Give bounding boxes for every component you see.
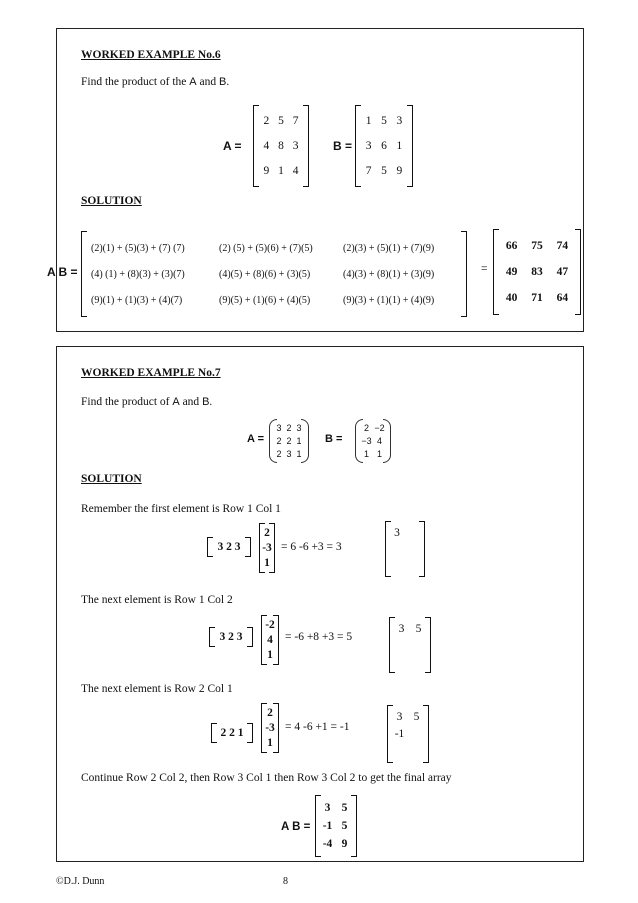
column-vector-entries	[261, 705, 279, 751]
matrix-entry: 8	[278, 139, 284, 152]
matrix-entry: 9	[341, 838, 348, 850]
matrix-entry: 47	[556, 266, 569, 278]
step3-row-vector	[211, 723, 253, 743]
vector-entry: 4	[267, 633, 273, 646]
row-vector-text: 3 2 3	[217, 541, 241, 553]
product-term: (9)(1) + (1)(3) + (4)(7)	[91, 294, 183, 306]
example7-matrix-a	[269, 419, 309, 463]
example7-prompt-and: and	[179, 396, 203, 408]
matrix-entry: 4	[292, 164, 299, 177]
example6-var-b: B	[218, 76, 227, 88]
row-vector-entries	[215, 723, 249, 743]
matrix-entry: 49	[505, 266, 518, 278]
vector-entry: -3	[262, 541, 272, 554]
partial-entries	[391, 709, 425, 759]
matrix-entry: 2	[276, 435, 282, 446]
example6-matrix-a	[253, 105, 309, 187]
example7-solution-heading: SOLUTION	[81, 473, 142, 485]
matrix-entry: 3	[398, 623, 405, 635]
matrix-a-entries	[259, 109, 303, 183]
example7-prompt-end: .	[209, 396, 213, 408]
product-term: (2) (5) + (5)(6) + (7)(5)	[219, 242, 313, 254]
example6-var-a: A	[189, 76, 197, 88]
worked-example-6-panel	[47, 28, 584, 332]
matrix-entry: -1	[322, 820, 333, 832]
final-result-matrix	[315, 795, 357, 857]
product-term: (4)(3) + (8)(1) + (3)(9)	[343, 268, 435, 280]
example6-prompt-and: and	[196, 76, 219, 88]
matrix-entry: 83	[531, 266, 543, 278]
product-term: (9)(5) + (1)(6) + (4)(5)	[219, 294, 311, 306]
product-term: (9)(3) + (1)(1) + (4)(9)	[343, 294, 435, 306]
matrix-entry: 2	[263, 115, 270, 128]
step1-text: Remember the first element is Row 1 Col 1	[81, 503, 281, 515]
matrix-entry: 1	[296, 449, 302, 460]
matrix-entry: 5	[341, 820, 348, 832]
example6-matrix-a-label: A =	[223, 139, 242, 153]
right-bracket	[407, 105, 413, 187]
worked-example-7-panel	[56, 346, 584, 862]
step2-row-vector	[209, 627, 253, 647]
step1-row-vector	[207, 537, 251, 557]
product-terms	[91, 235, 459, 313]
step1-partial-result	[385, 521, 425, 577]
row-vector-entries	[213, 627, 249, 647]
matrix-entry: 3	[365, 139, 372, 152]
vector-entry: -2	[265, 618, 275, 631]
matrix-entry: −3	[361, 435, 372, 446]
vector-entry: 1	[267, 649, 273, 662]
matrix-entry: 1	[396, 139, 403, 152]
matrix-entry: 1	[363, 449, 369, 460]
matrix-entry: 3	[396, 711, 403, 724]
partial-entries	[389, 525, 421, 573]
matrix-entry: 3	[394, 527, 400, 539]
page-number: 8	[283, 876, 288, 887]
step3-text: The next element is Row 2 Col 1	[81, 683, 233, 695]
matrix-entry: 1	[376, 449, 382, 460]
matrix-entry: 3	[296, 422, 302, 433]
matrix-entry: 3	[276, 422, 282, 433]
example6-prompt	[81, 76, 229, 88]
matrix-entry: 40	[505, 292, 518, 304]
right-bracket	[303, 105, 309, 187]
matrix-entry: 1	[296, 435, 302, 446]
matrix-entry: -1	[394, 727, 405, 740]
product-term: (2)(3) + (5)(1) + (7)(9)	[343, 242, 435, 254]
example7-var-b: B	[202, 396, 210, 408]
matrix-entry: 4	[263, 139, 270, 152]
final-label: A B =	[281, 821, 311, 833]
matrix-entry: 75	[531, 240, 543, 252]
product-term: (4) (1) + (8)(3) + (3)(7)	[91, 268, 185, 280]
step2-calculation: = -6 +8 +3 = 5	[285, 631, 353, 643]
matrix-entry: 9	[396, 164, 403, 177]
example6-prompt-text: Find the product of the	[81, 76, 190, 88]
matrix-entry: 2	[276, 449, 282, 460]
matrix-entry: 7	[365, 164, 372, 177]
product-term: (4)(5) + (8)(6) + (3)(5)	[219, 268, 311, 280]
right-bracket	[575, 229, 581, 315]
example6-prompt-end: .	[226, 76, 230, 88]
matrix-entry: 64	[556, 292, 569, 304]
example7-matrix-b	[355, 419, 391, 463]
matrix-entry: 5	[381, 115, 387, 128]
matrix-entry: 5	[381, 164, 387, 177]
matrix-entry: 1	[365, 115, 372, 128]
step2-column-vector	[261, 615, 279, 665]
vector-entry: 1	[267, 737, 273, 750]
final-entries	[319, 799, 353, 853]
example6-heading: WORKED EXAMPLE No.6	[81, 49, 221, 61]
step3-column-vector	[261, 703, 279, 753]
matrix-entry: 74	[556, 240, 569, 252]
matrix-entry: 71	[531, 292, 543, 304]
matrix-entry: −2	[374, 422, 385, 433]
example7-matrix-b-label: B =	[325, 433, 343, 445]
example7-heading: WORKED EXAMPLE No.7	[81, 367, 221, 379]
row-vector-text: 3 2 3	[219, 631, 243, 643]
matrix-b-entries	[361, 109, 407, 183]
matrix-entry: 2	[286, 422, 292, 433]
matrix-entry: 2	[286, 435, 292, 446]
matrix-entry: 3	[286, 449, 292, 460]
left-bracket	[81, 231, 87, 317]
row-vector-entries	[211, 537, 247, 557]
matrix-entry: 5	[415, 623, 422, 635]
example6-result-matrix	[493, 229, 581, 315]
matrix-entry: 66	[505, 240, 518, 252]
matrix-entry: 3	[396, 115, 403, 128]
column-vector-entries	[259, 525, 275, 571]
partial-entries	[393, 621, 427, 669]
step1-calculation: = 6 -6 +3 = 3	[281, 541, 342, 553]
matrix-entry: 7	[292, 115, 299, 128]
matrix-entry: 6	[381, 139, 387, 152]
step2-text: The next element is Row 1 Col 2	[81, 594, 233, 606]
example6-matrix-b	[355, 105, 413, 187]
matrix-entry: 3	[324, 802, 331, 814]
matrix-entry: 9	[263, 164, 270, 177]
example6-matrix-b-label: B =	[333, 139, 353, 153]
vector-entry: 2	[267, 706, 273, 719]
matrix-b-entries	[360, 421, 386, 461]
step2-partial-result	[389, 617, 431, 673]
matrix-entry: 2	[363, 422, 369, 433]
step1-column-vector	[259, 523, 275, 573]
vector-entry: -3	[265, 721, 275, 734]
result-entries	[499, 233, 575, 311]
footer-author: ©D.J. Dunn	[56, 876, 105, 887]
example7-prompt-text: Find the product of	[81, 396, 173, 408]
continue-text: Continue Row 2 Col 2, then Row 3 Col 1 then Row 3 Col 2 to get the final array	[81, 772, 452, 784]
matrix-entry: 4	[376, 435, 382, 446]
example7-matrix-a-label: A =	[247, 433, 265, 445]
example6-equals: =	[481, 263, 488, 275]
vector-entry: 2	[264, 526, 270, 539]
right-bracket	[461, 231, 467, 317]
example7-var-a: A	[172, 396, 180, 408]
step3-partial-result	[387, 705, 429, 763]
example6-solution-heading: SOLUTION	[81, 195, 142, 207]
example7-prompt	[81, 396, 212, 408]
example6-product-expansion	[81, 231, 467, 317]
matrix-entry: -4	[322, 838, 333, 850]
step3-calculation: = 4 -6 +1 = -1	[285, 721, 350, 733]
column-vector-entries	[261, 617, 279, 663]
matrix-entry: 5	[341, 802, 348, 814]
example6-product-label: A B =	[47, 265, 78, 279]
matrix-entry: 1	[278, 164, 284, 177]
product-term: (2)(1) + (5)(3) + (7) (7)	[91, 242, 185, 254]
vector-entry: 1	[264, 557, 270, 570]
row-vector-text: 2 2 1	[220, 727, 244, 739]
matrix-entry: 5	[413, 711, 420, 724]
matrix-entry: 5	[278, 115, 284, 128]
matrix-a-entries	[274, 421, 304, 461]
matrix-entry: 3	[292, 139, 299, 152]
